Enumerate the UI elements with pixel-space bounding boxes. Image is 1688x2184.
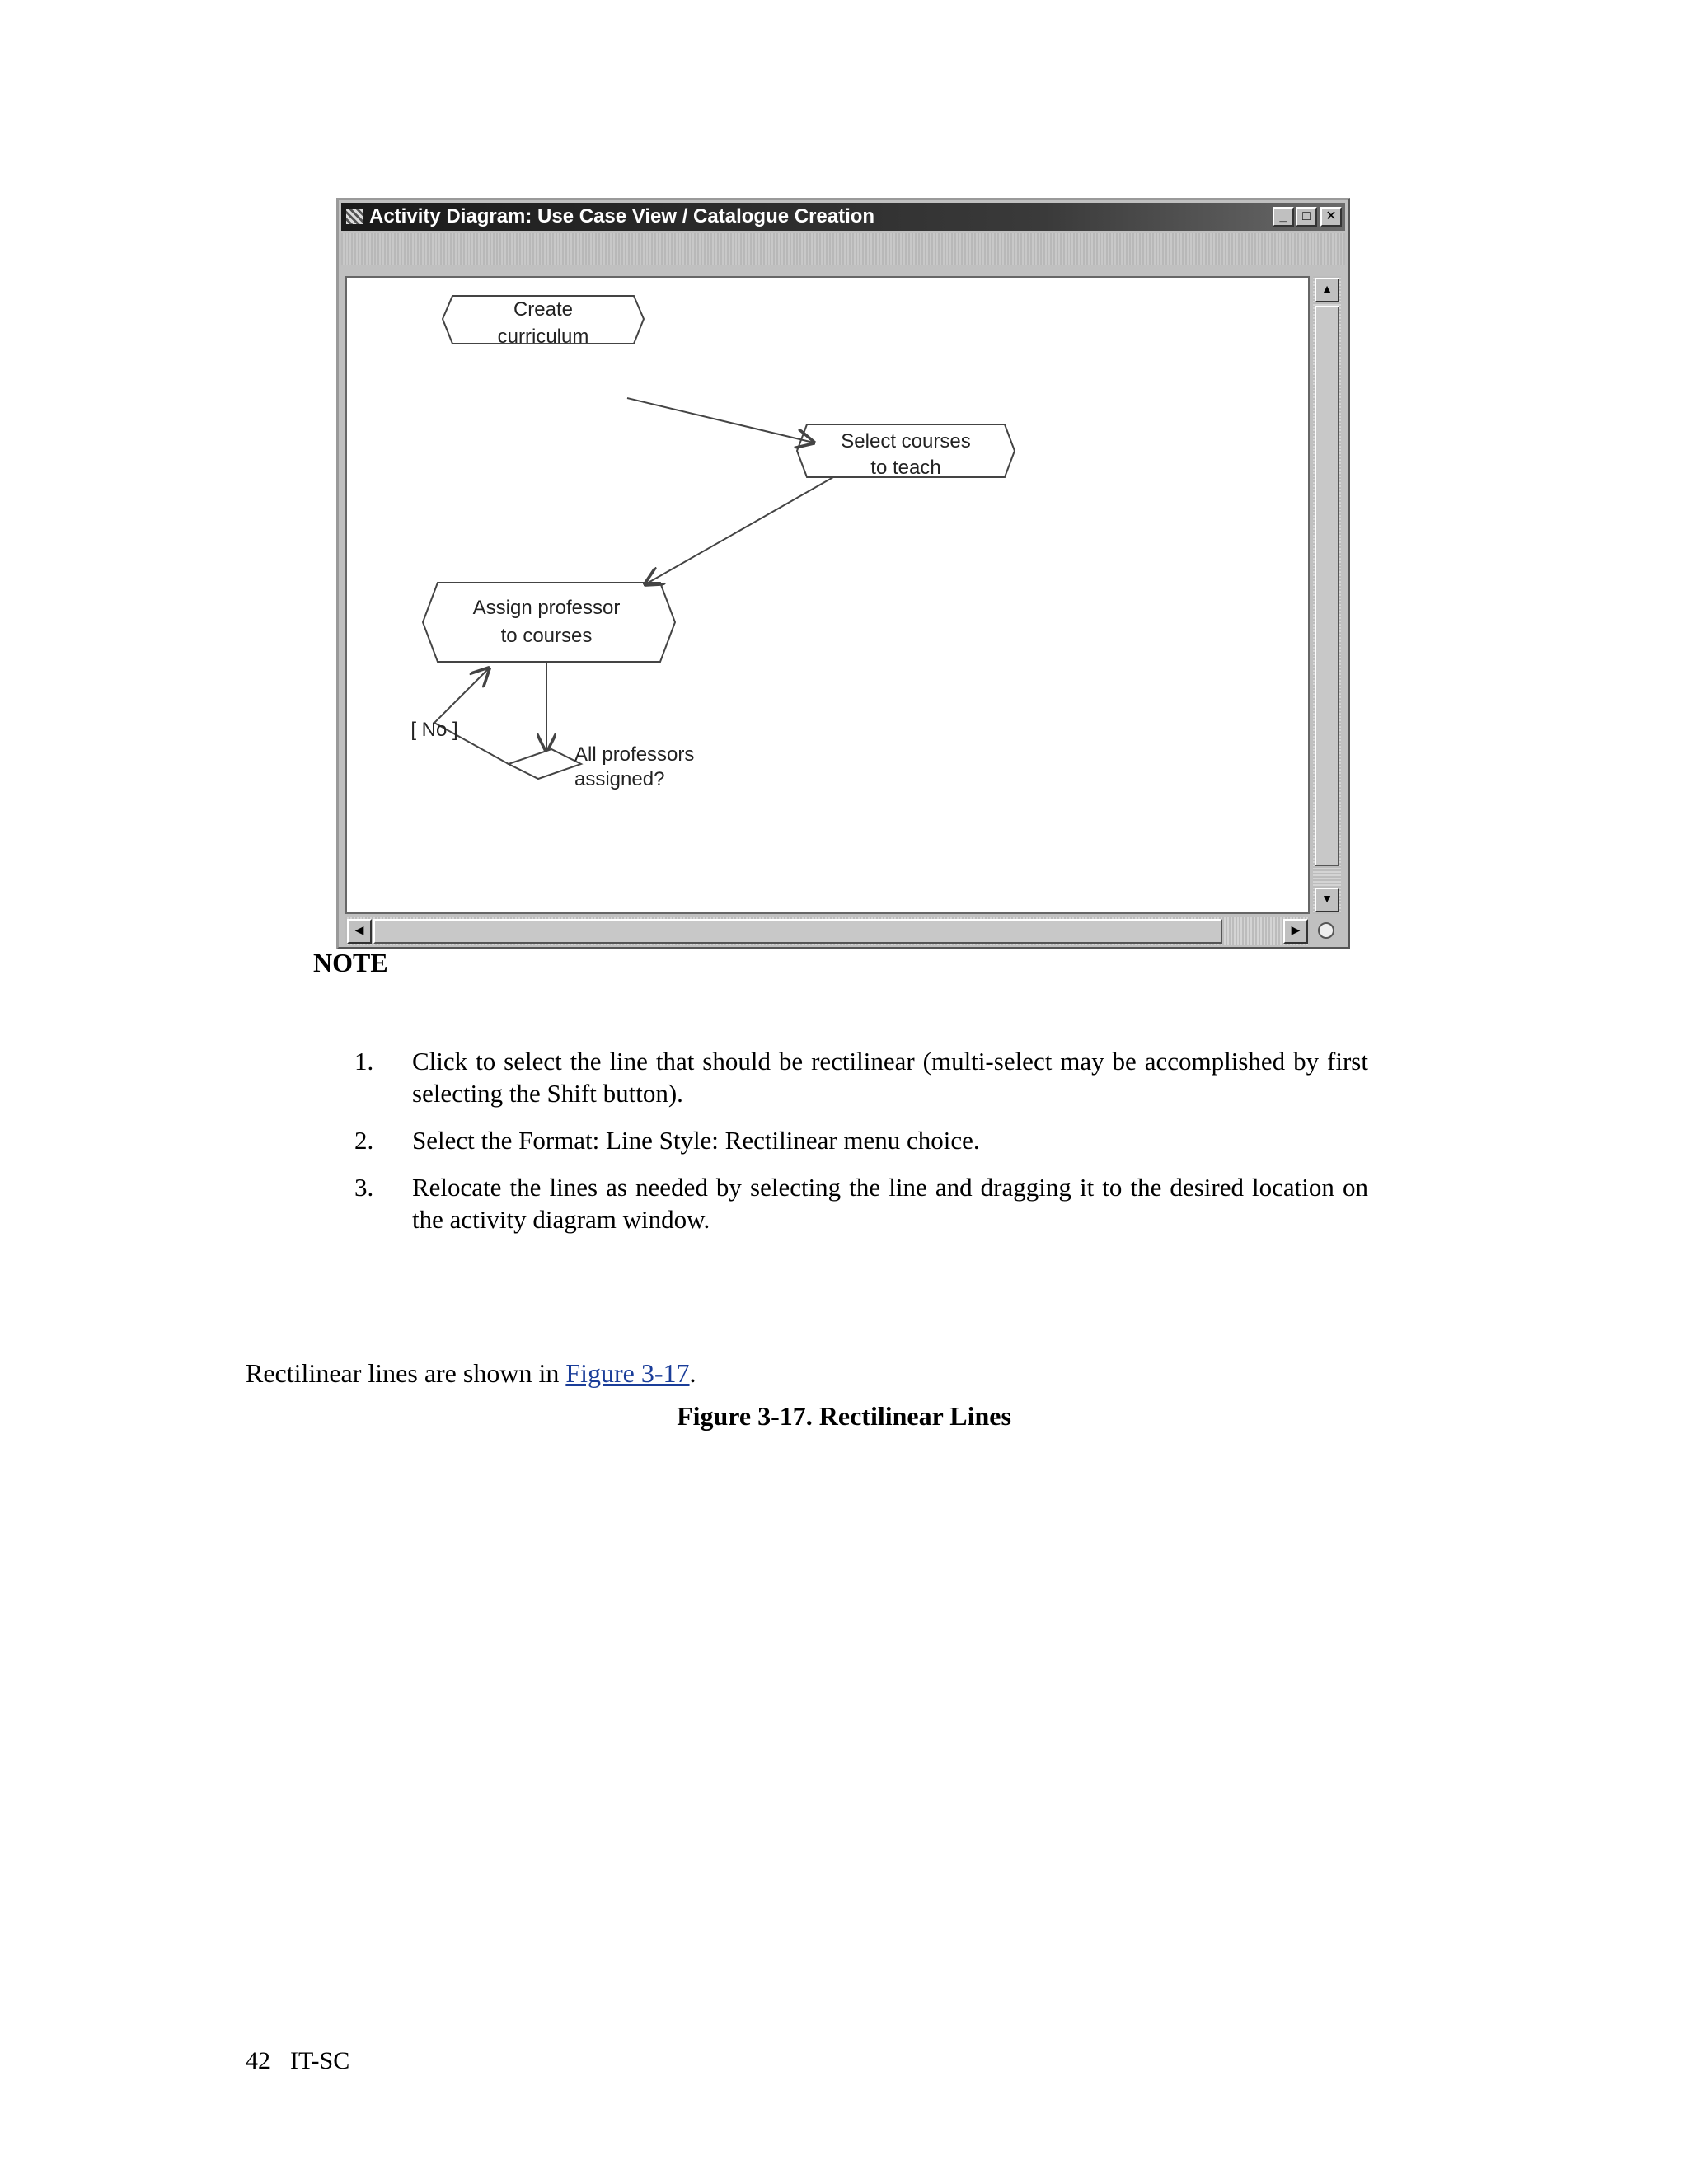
activity-label: curriculum: [497, 326, 589, 348]
resize-grip-icon[interactable]: [1318, 922, 1334, 939]
footer-label: IT-SC: [290, 2047, 350, 2074]
page-footer: [246, 2047, 349, 2075]
loop-transition-arrow[interactable]: [434, 668, 509, 764]
minimize-button[interactable]: _: [1273, 207, 1294, 227]
paragraph-text: .: [689, 1358, 696, 1388]
activity-assign-professor[interactable]: [423, 583, 675, 662]
activity-create-curriculum[interactable]: [443, 296, 644, 348]
step-text: Relocate the lines as needed by selecting the line and dragging it to the desired location on the activity diagram window.: [412, 1173, 1368, 1234]
figure-caption: Figure 3-17. Rectilinear Lines: [677, 1401, 1011, 1431]
window-system-icon[interactable]: [346, 209, 363, 224]
scroll-right-button[interactable]: ▶: [1283, 919, 1308, 944]
page-number: 42: [246, 2047, 270, 2074]
list-item: [354, 1124, 1368, 1156]
list-item: [354, 1171, 1368, 1235]
list-item: [354, 1045, 1368, 1109]
activity-label: Create: [513, 298, 574, 321]
step-text: Click to select the line that should be rectilinear (multi-select may be accomplished by first selecting the Shift button).: [412, 1047, 1368, 1108]
window-titlebar[interactable]: [341, 203, 1345, 231]
decision-diamond[interactable]: [509, 749, 581, 779]
step-text: Select the Format: Line Style: Rectilinear menu choice.: [412, 1126, 980, 1155]
horizontal-scroll-thumb[interactable]: [373, 919, 1222, 944]
decision-label: All professors: [574, 743, 695, 766]
paragraph-text: Rectilinear lines are shown in: [246, 1358, 566, 1388]
close-button[interactable]: ✕: [1320, 207, 1342, 227]
vertical-scroll-thumb[interactable]: [1315, 306, 1339, 866]
decision-label: assigned?: [574, 768, 665, 790]
horizontal-scrollbar[interactable]: [345, 917, 1310, 945]
maximize-button[interactable]: □: [1296, 207, 1317, 227]
scroll-up-button[interactable]: ▲: [1315, 278, 1339, 302]
step-number: 2.: [354, 1126, 374, 1155]
window-title: Activity Diagram: Use Case View / Catalogue Creation: [369, 205, 875, 227]
activity-diagram: [347, 278, 1308, 912]
window-toolbar: [341, 233, 1345, 265]
step-number: 3.: [354, 1173, 374, 1202]
vertical-scrollbar[interactable]: [1313, 276, 1341, 914]
note-heading: NOTE: [313, 948, 388, 977]
scroll-down-button[interactable]: ▼: [1315, 888, 1339, 912]
activity-label: to teach: [870, 457, 941, 479]
guard-label: [ No ]: [410, 719, 458, 741]
scroll-left-button[interactable]: ◀: [347, 919, 372, 944]
body-paragraph: [246, 1358, 696, 1389]
diagram-canvas[interactable]: [345, 276, 1310, 914]
step-number: 1.: [354, 1047, 374, 1076]
transition-arrow[interactable]: [645, 477, 833, 584]
steps-list: [354, 1045, 1368, 1250]
activity-label: Select courses: [841, 430, 971, 452]
activity-label: Assign professor: [472, 597, 621, 619]
activity-label: to courses: [500, 625, 593, 647]
activity-diagram-window: [336, 198, 1350, 949]
window-corner: [1313, 917, 1341, 945]
transition-arrow[interactable]: [627, 398, 814, 443]
activity-select-courses[interactable]: [797, 424, 1015, 479]
figure-link[interactable]: Figure 3-17: [565, 1358, 690, 1388]
